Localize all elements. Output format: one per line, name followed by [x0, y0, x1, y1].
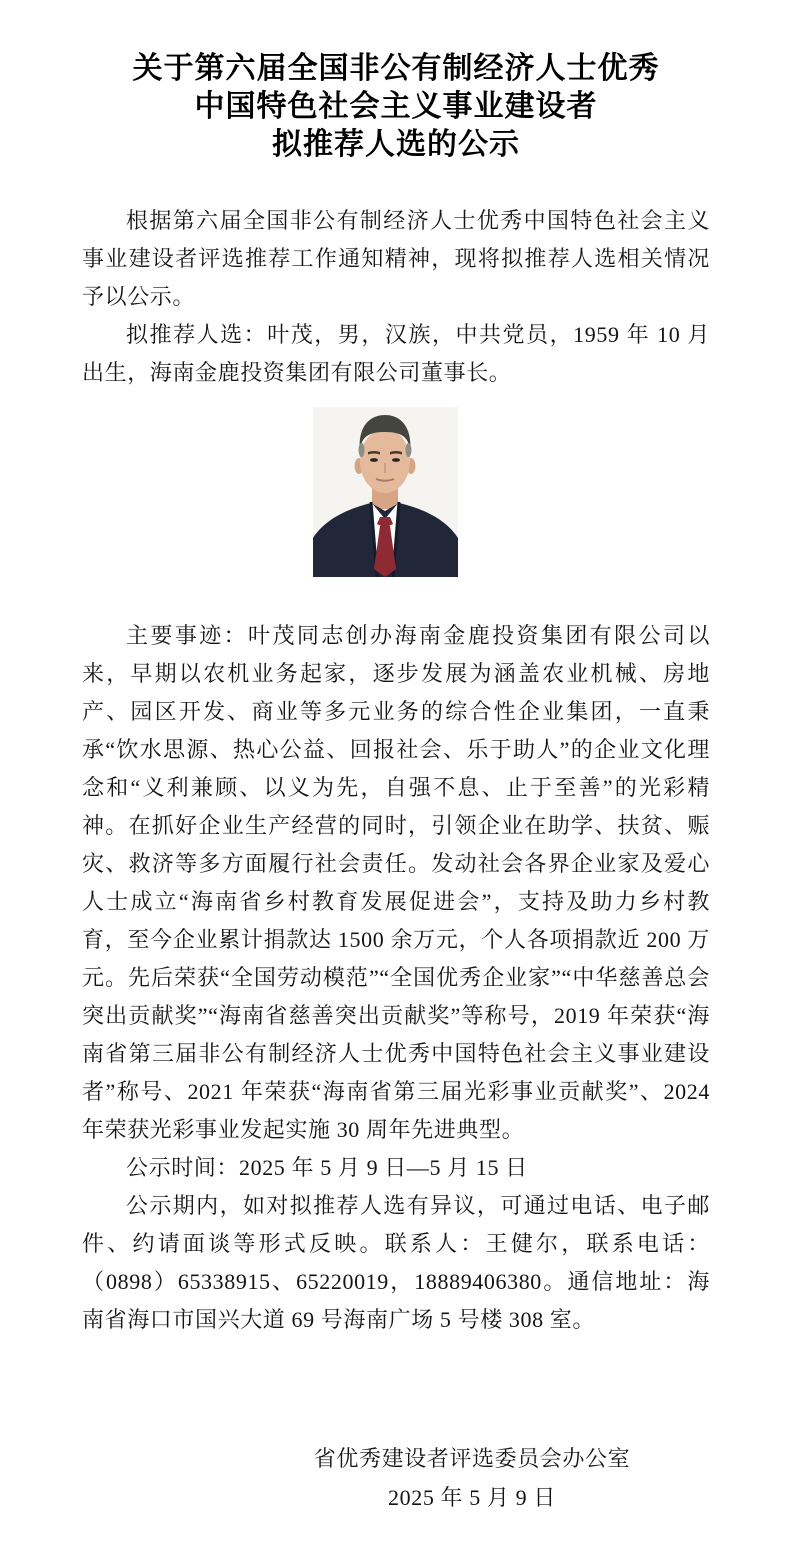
intro-paragraph: 根据第六届全国非公有制经济人士优秀中国特色社会主义事业建设者评选推荐工作通知精神，现将拟推荐人选相关情况予以公示。 [82, 208, 710, 309]
publicity-period-paragraph: 公示时间：2025 年 5 月 9 日—5 月 15 日 [126, 1155, 528, 1180]
contact-info-paragraph: 公示期内，如对拟推荐人选有异议，可通过电话、电子邮件、约请面谈等形式反映。联系人：王健尔，联系电话：（0898）65338915、65220019，18889406380。通信地址：海南省海口市国兴大道 69 号海南广场 5 号楼 308 室。 [82, 1193, 710, 1332]
portrait-illustration [313, 407, 458, 577]
portrait-eye-left [370, 458, 378, 462]
candidate-info-paragraph: 拟推荐人选：叶茂，男，汉族，中共党员，1959 年 10 月出生，海南金鹿投资集团有限公司董事长。 [82, 322, 710, 385]
document-title-line-3: 拟推荐人选的公示 [272, 128, 520, 161]
document-body [0, 202, 792, 1339]
portrait-temple-gray-left [359, 443, 365, 457]
portrait-face [360, 429, 410, 493]
portrait-eye-right [392, 458, 400, 462]
candidate-portrait-photo [313, 407, 458, 577]
signature-block [0, 1439, 792, 1517]
document-title-line-1: 关于第六届全国非公有制经济人士优秀 [132, 52, 660, 85]
document-title-line-2: 中国特色社会主义事业建设者 [194, 90, 598, 123]
signature-office: 省优秀建设者评选委员会办公室 [313, 1446, 631, 1471]
document-title [0, 0, 792, 164]
main-deeds-paragraph: 主要事迹：叶茂同志创办海南金鹿投资集团有限公司以来，早期以农机业务起家，逐步发展为涵盖农业机械、房地产、园区开发、商业等多元业务的综合性企业集团，一直秉承“饮水思源、热心公益、回报社会、乐于助人”的企业文化理念和“义利兼顾、以义为先，自强不息、止于至善”的光彩精神。在抓好企业生产经营的同时，引领企业在助学、扶贫、赈灾、救济等多方面履行社会责任。发动社会各界企业家及爱心人士成立“海南省乡村教育发展促进会”，支持及助力乡村教育，至今企业累计捐款达 1500 余万元，个人各项捐款近 200 万元。先后荣获“全国劳动模范”“全国优秀企业家”“中华慈善总会突出贡献奖”“海南省慈善突出贡献奖”等称号，2019 年荣获“海南省第三届非公有制经济人士优秀中国特色社会主义事业建设者”称号、2021 年荣获“海南省第三届光彩事业贡献奖”、2024 年荣获光彩事业发起实施 30 周年先进典型。 [82, 623, 710, 1142]
portrait-temple-gray-right [406, 443, 412, 457]
signature-date: 2025 年 5 月 9 日 [388, 1485, 556, 1510]
